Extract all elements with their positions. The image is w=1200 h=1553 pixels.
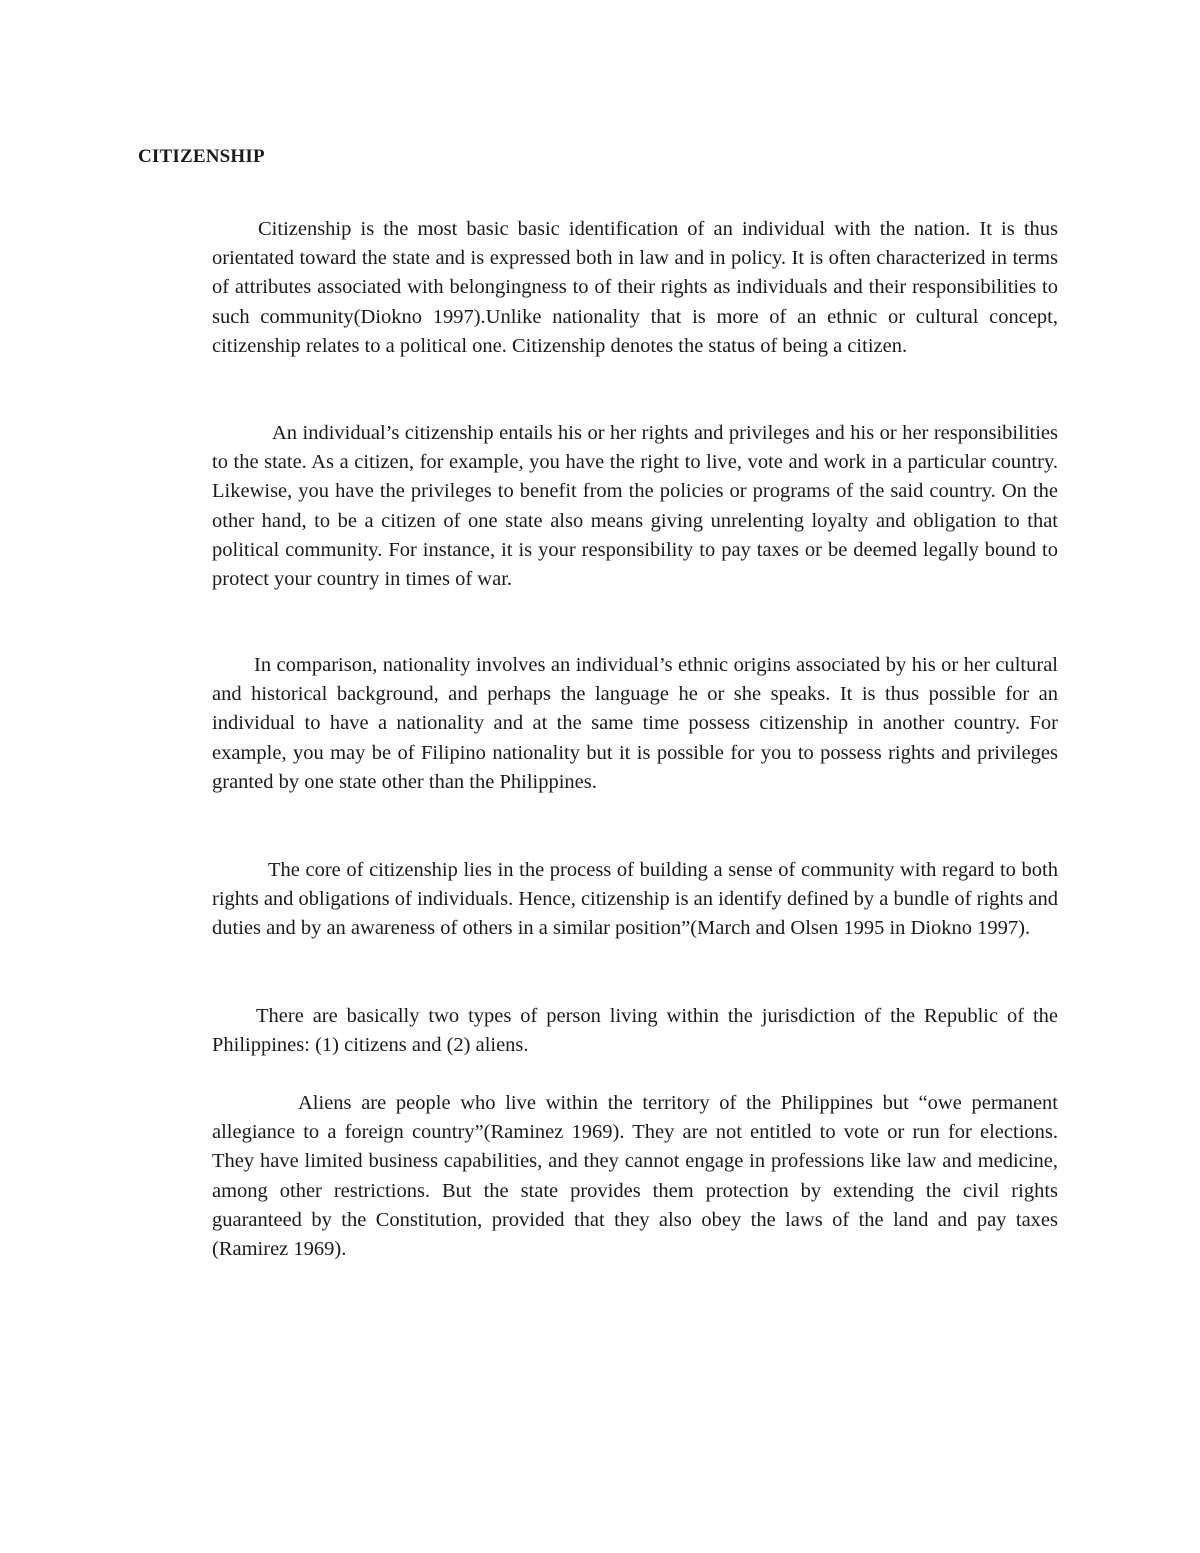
paragraph-aliens: Aliens are people who live within the territory of the Philippines but “owe permanent allegiance to a foreign country”(Raminez 1969). They are not entitled to vote or run for elections. They have limited business capabilities, and they cannot engage in professions like law and medicine, among other restrictions. But the state provides them protection by extending the civil rights guaranteed by the Constitution, provided that they also obey the laws of the land and pay taxes (Ramirez 1969). [212, 1092, 1058, 1261]
paragraph-core-of-citizenship: The core of citizenship lies in the process of building a sense of community with regard to both rights and obligations of individuals. Hence, citizenship is an identify defined by a bundle of rights and duties and by an awareness of others in a similar position”(March and Olsen 1995 in Diokno 1997). [212, 859, 1059, 940]
paragraph-rights-and-responsibilities: An individual’s citizenship entails his or her rights and privileges and his or her responsibilities to the state. As a citizen, for example, you have the right to live, vote and work in a particular country. Likewise, you have the privileges to benefit from the policies or programs of the said country. On the other hand, to be a citizen of one state also means giving unrelenting loyalty and obligation to that political community. For instance, it is your responsibility to pay taxes or be deemed legally bound to protect your country in times of war. [212, 422, 1058, 591]
paragraph-citizenship-definition: Citizenship is the most basic basic identification of an individual with the nation. It is thus orientated toward the state and is expressed both in law and in policy. It is often characterized in terms of attributes associated with belongingness to of their rights as individuals and their responsibilities to such community(Diokno 1997).Unlike nationality that is more of an ethnic or cultural concept, citizenship relates to a political one. Citizenship denotes the status of being a citizen. [212, 218, 1058, 357]
paragraph-types-of-persons: There are basically two types of person living within the jurisdiction of the Republic of the Philippines: (1) citizens and (2) aliens. [212, 1005, 1058, 1057]
document-title: CITIZENSHIP [138, 146, 265, 167]
paragraph-nationality-comparison: In comparison, nationality involves an individual’s ethnic origins associated by his or her cultural and historical background, and perhaps the language he or she speaks. It is thus possible for an individual to have a nationality and at the same time possess citizenship in another country. For example, you may be of Filipino nationality but it is possible for you to possess rights and privileges granted by one state other than the Philippines. [212, 654, 1058, 793]
